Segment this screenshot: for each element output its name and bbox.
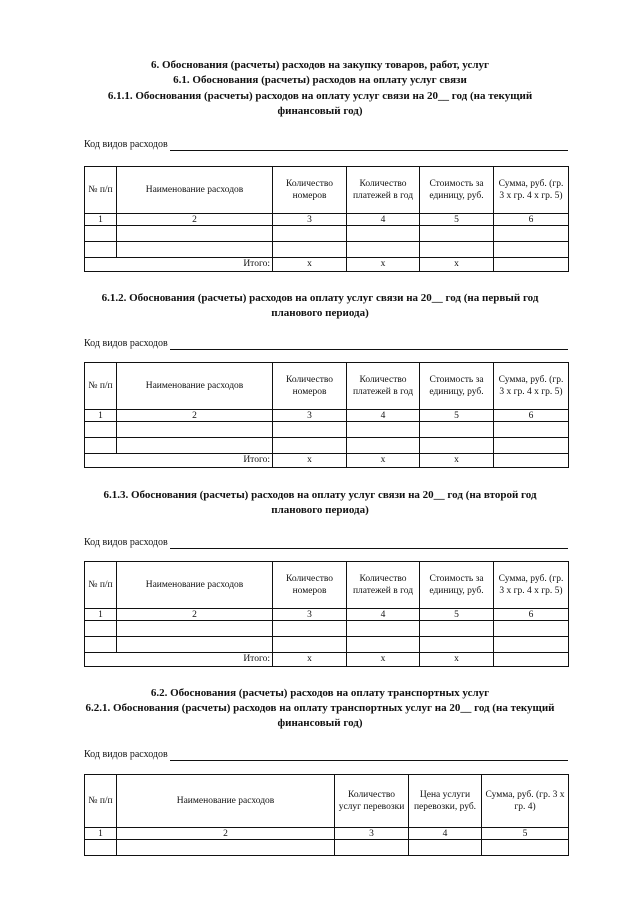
table-cell[interactable]: [494, 226, 569, 242]
col-header-payments-per-year: Количество платежей в год: [347, 167, 420, 214]
total-mark: х: [273, 258, 347, 272]
table-transport-current-year: [84, 774, 569, 856]
total-mark: х: [347, 258, 420, 272]
table-header-row: [85, 775, 569, 828]
table-cell[interactable]: [273, 637, 347, 653]
col-number: 2: [117, 410, 273, 422]
col-number: 3: [335, 828, 409, 840]
total-mark: х: [420, 258, 494, 272]
col-header-transport-services-count: Количество услуг перевозки: [335, 775, 409, 828]
table-cell[interactable]: [420, 242, 494, 258]
table-cell[interactable]: [117, 226, 273, 242]
table-cell[interactable]: [85, 438, 117, 454]
table-cell[interactable]: [117, 422, 273, 438]
col-number: 1: [85, 214, 117, 226]
table-communication-second-planning-year: [84, 561, 569, 667]
table-cell[interactable]: [273, 226, 347, 242]
heading-section-6-1-3-line1: 6.1.3. Обоснования (расчеты) расходов на оплату услуг связи на 20__ год (на второй год: [103, 489, 537, 501]
col-header-payments-per-year: Количество платежей в год: [347, 562, 420, 609]
table-communication-current-year: [84, 166, 569, 272]
heading-section-6-1-3-line2: планового периода): [271, 504, 369, 516]
table-row: [85, 621, 569, 637]
col-header-number: № п/п: [85, 562, 117, 609]
col-header-unit-cost: Стоимость за единицу, руб.: [420, 167, 494, 214]
heading-section-6-1-2-line1: 6.1.2. Обоснования (расчеты) расходов на оплату услуг связи на 20__ год (на первый год: [101, 292, 539, 304]
table-row: [85, 637, 569, 653]
table-cell[interactable]: [117, 242, 273, 258]
table-cell[interactable]: [494, 422, 569, 438]
col-header-quantity-numbers: Количество номеров: [273, 363, 347, 410]
total-mark: х: [273, 454, 347, 468]
table-cell[interactable]: [273, 621, 347, 637]
col-header-sum: Сумма, руб. (гр. 3 х гр. 4): [482, 775, 569, 828]
kod-vidov-raskhodov-field[interactable]: [170, 537, 568, 549]
col-number: 4: [347, 214, 420, 226]
total-mark: х: [420, 653, 494, 667]
col-number: 2: [117, 609, 273, 621]
kod-vidov-raskhodov-field[interactable]: [170, 338, 568, 350]
total-label: Итого:: [85, 454, 273, 468]
kod-vidov-raskhodov-row-4: [84, 747, 568, 761]
table-column-numbers-row: [85, 410, 569, 422]
table-row: [85, 226, 569, 242]
kod-vidov-raskhodov-field[interactable]: [170, 139, 568, 151]
table-row: [85, 840, 569, 856]
col-number: 3: [273, 410, 347, 422]
col-number: 4: [347, 609, 420, 621]
total-mark: х: [347, 454, 420, 468]
col-number: 5: [420, 214, 494, 226]
total-sum-cell[interactable]: [494, 653, 569, 667]
table-row: [85, 438, 569, 454]
table-cell[interactable]: [494, 242, 569, 258]
table-column-numbers-row: [85, 609, 569, 621]
col-header-number: № п/п: [85, 775, 117, 828]
col-header-sum: Сумма, руб. (гр. 3 х гр. 4 х гр. 5): [494, 363, 569, 410]
col-header-name: Наименование расходов: [117, 562, 273, 609]
col-number: 6: [494, 609, 569, 621]
table-cell[interactable]: [420, 422, 494, 438]
col-header-name: Наименование расходов: [117, 167, 273, 214]
col-number: 5: [420, 609, 494, 621]
total-sum-cell[interactable]: [494, 258, 569, 272]
table-cell[interactable]: [85, 422, 117, 438]
col-header-unit-cost: Стоимость за единицу, руб.: [420, 562, 494, 609]
table-column-numbers-row: [85, 214, 569, 226]
col-number: 1: [85, 410, 117, 422]
table-header-row: [85, 167, 569, 214]
heading-section-6-2: 6.2. Обоснования (расчеты) расходов на оплату транспортных услуг: [150, 687, 490, 699]
col-number: 3: [273, 609, 347, 621]
table-cell[interactable]: [335, 840, 409, 856]
table-total-row: [85, 454, 569, 468]
col-header-number: № п/п: [85, 363, 117, 410]
col-number: 4: [409, 828, 482, 840]
table-cell[interactable]: [482, 840, 569, 856]
table-cell[interactable]: [85, 226, 117, 242]
kod-vidov-raskhodov-row-3: [84, 535, 568, 549]
table-row: [85, 242, 569, 258]
table-cell[interactable]: [420, 226, 494, 242]
table-cell[interactable]: [117, 840, 335, 856]
col-number: 2: [117, 828, 335, 840]
total-mark: х: [420, 454, 494, 468]
table-cell[interactable]: [117, 438, 273, 454]
table-cell[interactable]: [420, 438, 494, 454]
kod-vidov-raskhodov-row-2: [84, 336, 568, 350]
table-row: [85, 422, 569, 438]
table-communication-first-planning-year: [84, 362, 569, 468]
kod-vidov-raskhodov-label: Код видов расходов: [84, 749, 168, 760]
table-cell[interactable]: [273, 438, 347, 454]
heading-section-6-1: 6.1. Обоснования (расчеты) расходов на оплату услуг связи: [173, 74, 467, 86]
total-mark: х: [347, 653, 420, 667]
col-number: 1: [85, 609, 117, 621]
heading-section-6-1-1-line1: 6.1.1. Обоснования (расчеты) расходов на оплату услуг связи на 20__ год (на текущий: [107, 90, 533, 102]
table-cell[interactable]: [494, 637, 569, 653]
total-label: Итого:: [85, 653, 273, 667]
col-number: 6: [494, 214, 569, 226]
kod-vidov-raskhodov-label: Код видов расходов: [84, 139, 168, 150]
table-cell[interactable]: [85, 637, 117, 653]
total-mark: х: [273, 653, 347, 667]
heading-section-6-2-1-line1: 6.2.1. Обоснования (расчеты) расходов на оплату транспортных услуг на 20__ год (на текущий: [85, 702, 555, 714]
table-cell[interactable]: [347, 438, 420, 454]
kod-vidov-raskhodov-field[interactable]: [170, 749, 568, 761]
total-sum-cell[interactable]: [494, 454, 569, 468]
table-total-row: [85, 653, 569, 667]
col-header-sum: Сумма, руб. (гр. 3 х гр. 4 х гр. 5): [494, 167, 569, 214]
col-number: 1: [85, 828, 117, 840]
table-cell[interactable]: [347, 422, 420, 438]
col-number: 2: [117, 214, 273, 226]
col-header-transport-price: Цена услуги перевозки, руб.: [409, 775, 482, 828]
table-cell[interactable]: [117, 621, 273, 637]
heading-section-6: 6. Обоснования (расчеты) расходов на закупку товаров, работ, услуг: [151, 59, 489, 71]
col-header-sum: Сумма, руб. (гр. 3 х гр. 4 х гр. 5): [494, 562, 569, 609]
table-cell[interactable]: [273, 242, 347, 258]
table-cell[interactable]: [420, 637, 494, 653]
col-header-unit-cost: Стоимость за единицу, руб.: [420, 363, 494, 410]
table-cell[interactable]: [347, 637, 420, 653]
table-cell[interactable]: [273, 422, 347, 438]
table-cell[interactable]: [347, 242, 420, 258]
heading-section-6-1-1-line2: финансовый год): [277, 105, 363, 117]
table-cell[interactable]: [420, 621, 494, 637]
col-header-number: № п/п: [85, 167, 117, 214]
col-header-payments-per-year: Количество платежей в год: [347, 363, 420, 410]
table-cell[interactable]: [85, 621, 117, 637]
total-label: Итого:: [85, 258, 273, 272]
col-number: 6: [494, 410, 569, 422]
table-cell[interactable]: [85, 242, 117, 258]
table-cell[interactable]: [409, 840, 482, 856]
table-total-row: [85, 258, 569, 272]
col-number: 5: [420, 410, 494, 422]
kod-vidov-raskhodov-label: Код видов расходов: [84, 338, 168, 349]
table-header-row: [85, 363, 569, 410]
table-cell[interactable]: [117, 637, 273, 653]
kod-vidov-raskhodov-row-1: [84, 137, 568, 151]
kod-vidov-raskhodov-label: Код видов расходов: [84, 537, 168, 548]
table-cell[interactable]: [494, 621, 569, 637]
table-cell[interactable]: [494, 438, 569, 454]
heading-section-6-2-1-line2: финансовый год): [277, 717, 363, 729]
heading-section-6-1-2-line2: планового периода): [271, 307, 369, 319]
table-header-row: [85, 562, 569, 609]
col-header-name: Наименование расходов: [117, 363, 273, 410]
col-header-quantity-numbers: Количество номеров: [273, 167, 347, 214]
col-number: 3: [273, 214, 347, 226]
table-cell[interactable]: [347, 226, 420, 242]
col-number: 4: [347, 410, 420, 422]
col-header-name: Наименование расходов: [117, 775, 335, 828]
col-header-quantity-numbers: Количество номеров: [273, 562, 347, 609]
table-cell[interactable]: [347, 621, 420, 637]
table-cell[interactable]: [85, 840, 117, 856]
col-number: 5: [482, 828, 569, 840]
table-column-numbers-row: [85, 828, 569, 840]
